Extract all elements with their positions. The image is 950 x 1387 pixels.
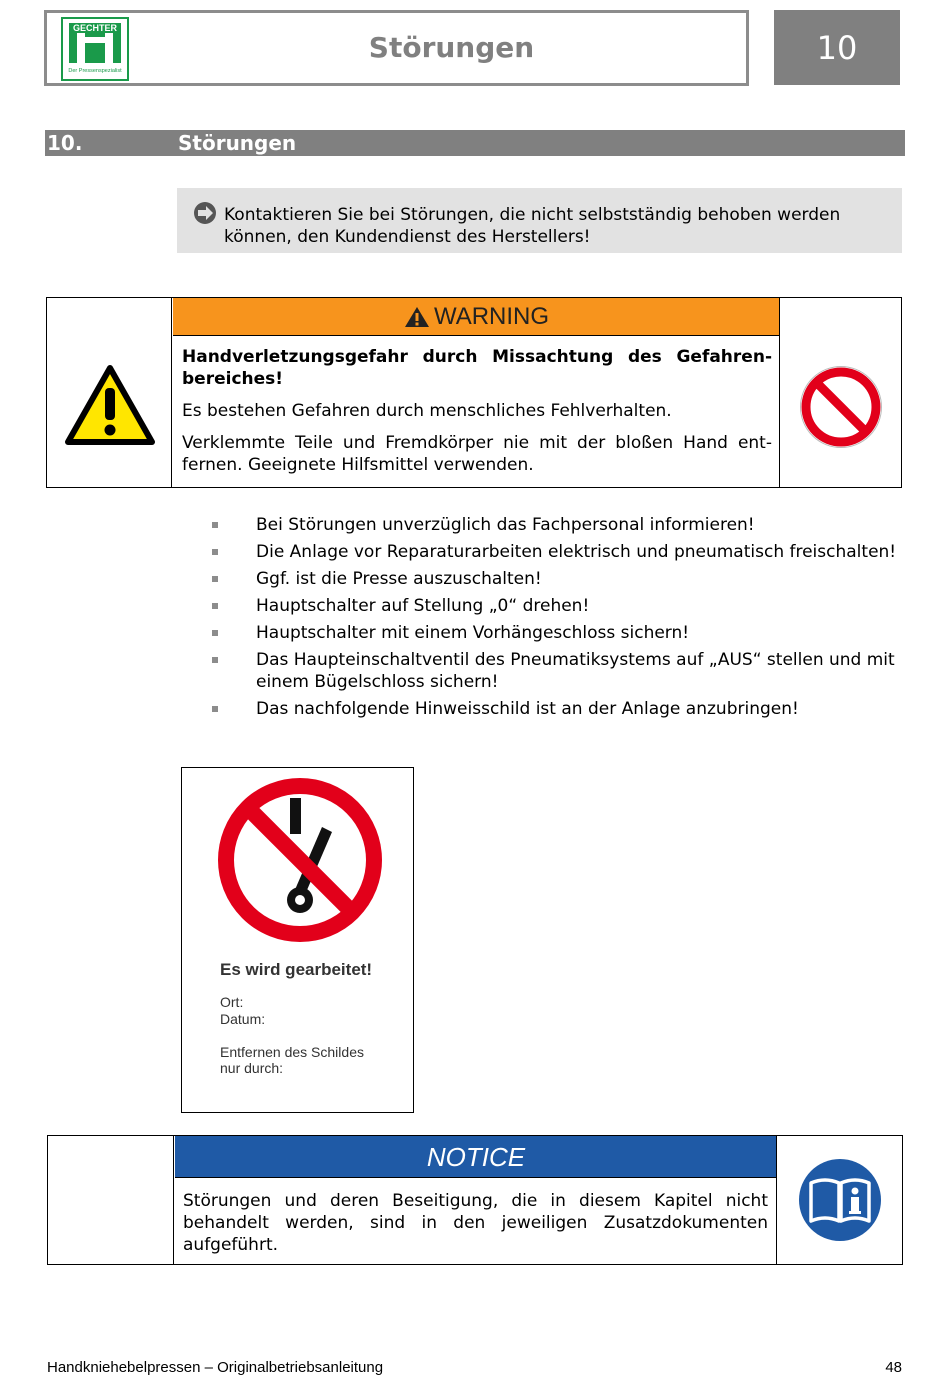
sign-fields (220, 994, 265, 1028)
warning-body (182, 346, 772, 486)
list-item: Hauptschalter mit einem Vorhängeschloss sichern! (210, 622, 900, 644)
sign-remove-1: Entfernen des Schildes (220, 1044, 364, 1060)
instruction-list (210, 514, 900, 725)
warning-small-icon (404, 306, 430, 328)
section-number: 10. (47, 131, 83, 155)
page-title: Störungen (368, 31, 535, 64)
prohibition-icon (799, 365, 883, 449)
page-header (44, 10, 749, 86)
footer-document-title: Handkniehebelpressen – Originalbetriebsanleitung (47, 1359, 384, 1376)
sign-remove-2: nur durch: (220, 1060, 284, 1076)
read-manual-icon (797, 1157, 883, 1243)
info-text: Kontaktieren Sie bei Störungen, die nicht selbstständig behoben werden können, den Kundendienst des Herstellers! (224, 205, 841, 247)
warning-label: WARNING (433, 303, 550, 330)
notice-header: NOTICE (175, 1136, 777, 1178)
list-item: Hauptschalter auf Stellung „0“ drehen! (210, 595, 900, 617)
chapter-number: 10 (774, 10, 900, 85)
list-item: Bei Störungen unverzüglich das Fachpersonal informieren! (210, 514, 900, 536)
warning-text-2: Verklemmte Teile und Fremdkörper nie mit der bloßen Hand entfernen. Geeignete Hilfsmittel verwenden. (182, 433, 772, 475)
warning-left-cell (47, 298, 172, 487)
sign-datum: Datum: (220, 1011, 266, 1027)
logo-tagline: Der Pressenspezialist (68, 68, 122, 74)
warning-header (173, 298, 780, 336)
notice-block (47, 1135, 903, 1265)
notice-left-cell (48, 1136, 174, 1264)
footer-page-number: 48 (885, 1359, 902, 1376)
sign-remove (220, 1044, 364, 1076)
warning-block (46, 297, 902, 488)
list-item: Das nachfolgende Hinweisschild ist an der Anlage anzubringen! (210, 698, 900, 720)
do-not-switch-icon (212, 772, 388, 948)
warning-right-cell (779, 298, 901, 487)
arrow-right-icon (193, 201, 217, 225)
warning-heading: Handverletzungsgefahr durch Missachtung des Gefahrenbereiches! (182, 347, 772, 389)
notice-right-cell (776, 1136, 902, 1264)
section-heading (45, 130, 905, 156)
logo-name: GECHTER (72, 23, 118, 33)
sign-ort: Ort: (220, 994, 244, 1010)
section-title: Störungen (178, 131, 297, 155)
list-item: Die Anlage vor Reparaturarbeiten elektrisch und pneumatisch freischalten! (210, 541, 900, 563)
list-item: Ggf. ist die Presse auszuschalten! (210, 568, 900, 590)
list-item: Das Haupteinschaltventil des Pneumatiksystems auf „AUS“ stellen und mit einem Bügelschloss sichern! (210, 649, 900, 693)
sign-title: Es wird gearbeitet! (220, 960, 373, 979)
warning-triangle-icon (64, 364, 156, 446)
warning-text-1: Es bestehen Gefahren durch menschliches Fehlverhalten. (182, 401, 672, 421)
notice-text: Störungen und deren Beseitigung, die in diesem Kapitel nicht behandelt werden, sind in den jeweiligen Zusatzdokumenten aufgeführt. (183, 1191, 768, 1255)
lockout-sign (181, 767, 414, 1113)
info-box (177, 188, 902, 253)
